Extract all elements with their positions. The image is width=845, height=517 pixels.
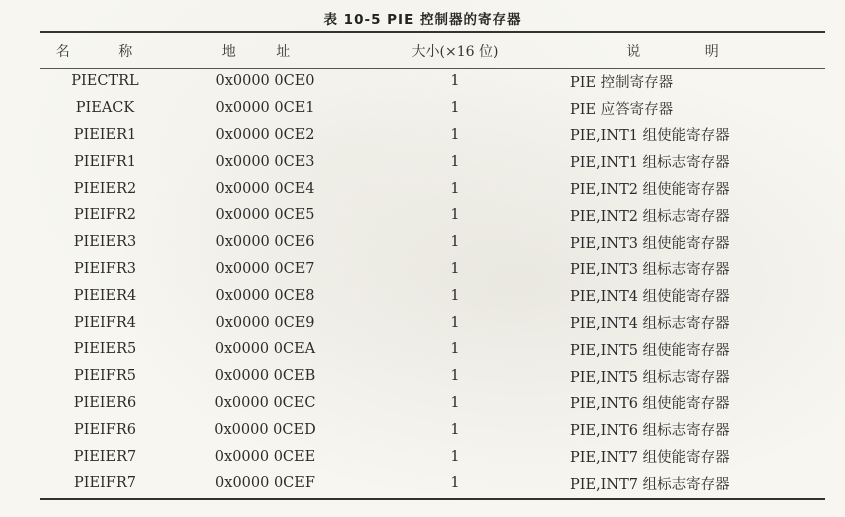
table-bottom-rule [40, 498, 825, 500]
register-address-cell: 0x0000 0CE0 [215, 73, 315, 90]
table-row [40, 229, 825, 256]
header-size: 大小(×16 位) [411, 43, 499, 60]
register-description-cell: PIE,INT3 组使能寄存器 [570, 235, 730, 252]
register-size-cell: 1 [450, 100, 460, 117]
header-address: 地 址 [221, 43, 309, 60]
table-header-row [40, 33, 825, 68]
register-description-cell: PIE,INT5 组标志寄存器 [570, 369, 730, 386]
register-description-cell: PIE 应答寄存器 [570, 101, 674, 118]
register-size-cell: 1 [450, 153, 460, 170]
register-description-cell: PIE,INT3 组标志寄存器 [570, 262, 730, 279]
register-size-cell: 1 [450, 314, 460, 331]
register-description-cell: PIE 控制寄存器 [570, 74, 674, 91]
register-size-cell: 1 [450, 341, 460, 358]
register-name-cell: PIEIER6 [73, 394, 137, 411]
register-address-cell: 0x0000 0CE2 [215, 126, 315, 143]
register-size-cell: 1 [450, 260, 460, 277]
table-row [40, 148, 825, 175]
table-body [40, 68, 825, 497]
register-size-cell: 1 [450, 448, 460, 465]
table-row [40, 390, 825, 417]
register-name-cell: PIEACK [75, 100, 135, 117]
register-table [40, 33, 825, 497]
table-row [40, 282, 825, 309]
register-address-cell: 0x0000 0CE5 [215, 207, 315, 224]
register-size-cell: 1 [450, 421, 460, 438]
register-address-cell: 0x0000 0CEC [214, 394, 316, 411]
register-size-cell: 1 [450, 287, 460, 304]
register-description-cell: PIE,INT1 组使能寄存器 [570, 128, 730, 145]
register-address-cell: 0x0000 0CE8 [215, 287, 315, 304]
header-name: 名 称 [55, 43, 155, 60]
register-address-cell: 0x0000 0CEA [214, 341, 316, 358]
register-name-cell: PIEIER7 [73, 448, 137, 465]
register-size-cell: 1 [450, 234, 460, 251]
register-name-cell: PIEIER5 [73, 341, 137, 358]
table-row [40, 363, 825, 390]
header-description: 说 明 [626, 43, 749, 60]
register-address-cell: 0x0000 0CE1 [215, 100, 315, 117]
table-row [40, 95, 825, 122]
register-description-cell: PIE,INT6 组标志寄存器 [570, 423, 730, 440]
register-description-cell: PIE,INT6 组使能寄存器 [570, 396, 730, 413]
table-row [40, 336, 825, 363]
register-name-cell: PIEIER1 [73, 126, 137, 143]
table-row [40, 470, 825, 497]
register-name-cell: PIEIFR1 [73, 153, 136, 170]
register-size-cell: 1 [450, 475, 460, 492]
register-name-cell: PIEIFR2 [73, 207, 136, 224]
register-name-cell: PIEIFR5 [73, 368, 136, 385]
register-description-cell: PIE,INT7 组使能寄存器 [570, 450, 730, 467]
register-size-cell: 1 [450, 368, 460, 385]
register-address-cell: 0x0000 0CEE [214, 448, 316, 465]
register-address-cell: 0x0000 0CED [214, 421, 316, 438]
table-row [40, 68, 825, 95]
register-address-cell: 0x0000 0CEF [215, 475, 315, 492]
table-row [40, 443, 825, 470]
table-row [40, 202, 825, 229]
register-address-cell: 0x0000 0CE4 [215, 180, 315, 197]
register-description-cell: PIE,INT4 组使能寄存器 [570, 289, 730, 306]
register-description-cell: PIE,INT5 组使能寄存器 [570, 342, 730, 359]
register-size-cell: 1 [450, 180, 460, 197]
register-description-cell: PIE,INT4 组标志寄存器 [570, 316, 730, 333]
register-name-cell: PIEIER4 [73, 287, 137, 304]
register-address-cell: 0x0000 0CE3 [215, 153, 315, 170]
table-row [40, 256, 825, 283]
table-row [40, 122, 825, 149]
register-name-cell: PIEIFR7 [73, 475, 136, 492]
register-description-cell: PIE,INT2 组标志寄存器 [570, 208, 730, 225]
register-name-cell: PIECTRL [71, 73, 139, 90]
register-size-cell: 1 [450, 207, 460, 224]
register-address-cell: 0x0000 0CE7 [215, 260, 315, 277]
register-name-cell: PIEIFR6 [73, 421, 136, 438]
register-address-cell: 0x0000 0CE9 [215, 314, 315, 331]
register-size-cell: 1 [450, 73, 460, 90]
table-row [40, 309, 825, 336]
register-name-cell: PIEIFR3 [73, 260, 136, 277]
register-name-cell: PIEIFR4 [73, 314, 136, 331]
register-description-cell: PIE,INT2 组使能寄存器 [570, 182, 730, 199]
table-row [40, 416, 825, 443]
register-description-cell: PIE,INT1 组标志寄存器 [570, 155, 730, 172]
table-row [40, 175, 825, 202]
table-caption: 表 10-5 PIE 控制器的寄存器 [323, 12, 522, 28]
register-address-cell: 0x0000 0CEB [214, 368, 316, 385]
register-name-cell: PIEIER3 [73, 234, 137, 251]
register-size-cell: 1 [450, 126, 460, 143]
register-description-cell: PIE,INT7 组标志寄存器 [570, 476, 730, 493]
register-size-cell: 1 [450, 394, 460, 411]
register-address-cell: 0x0000 0CE6 [215, 234, 315, 251]
register-name-cell: PIEIER2 [73, 180, 137, 197]
